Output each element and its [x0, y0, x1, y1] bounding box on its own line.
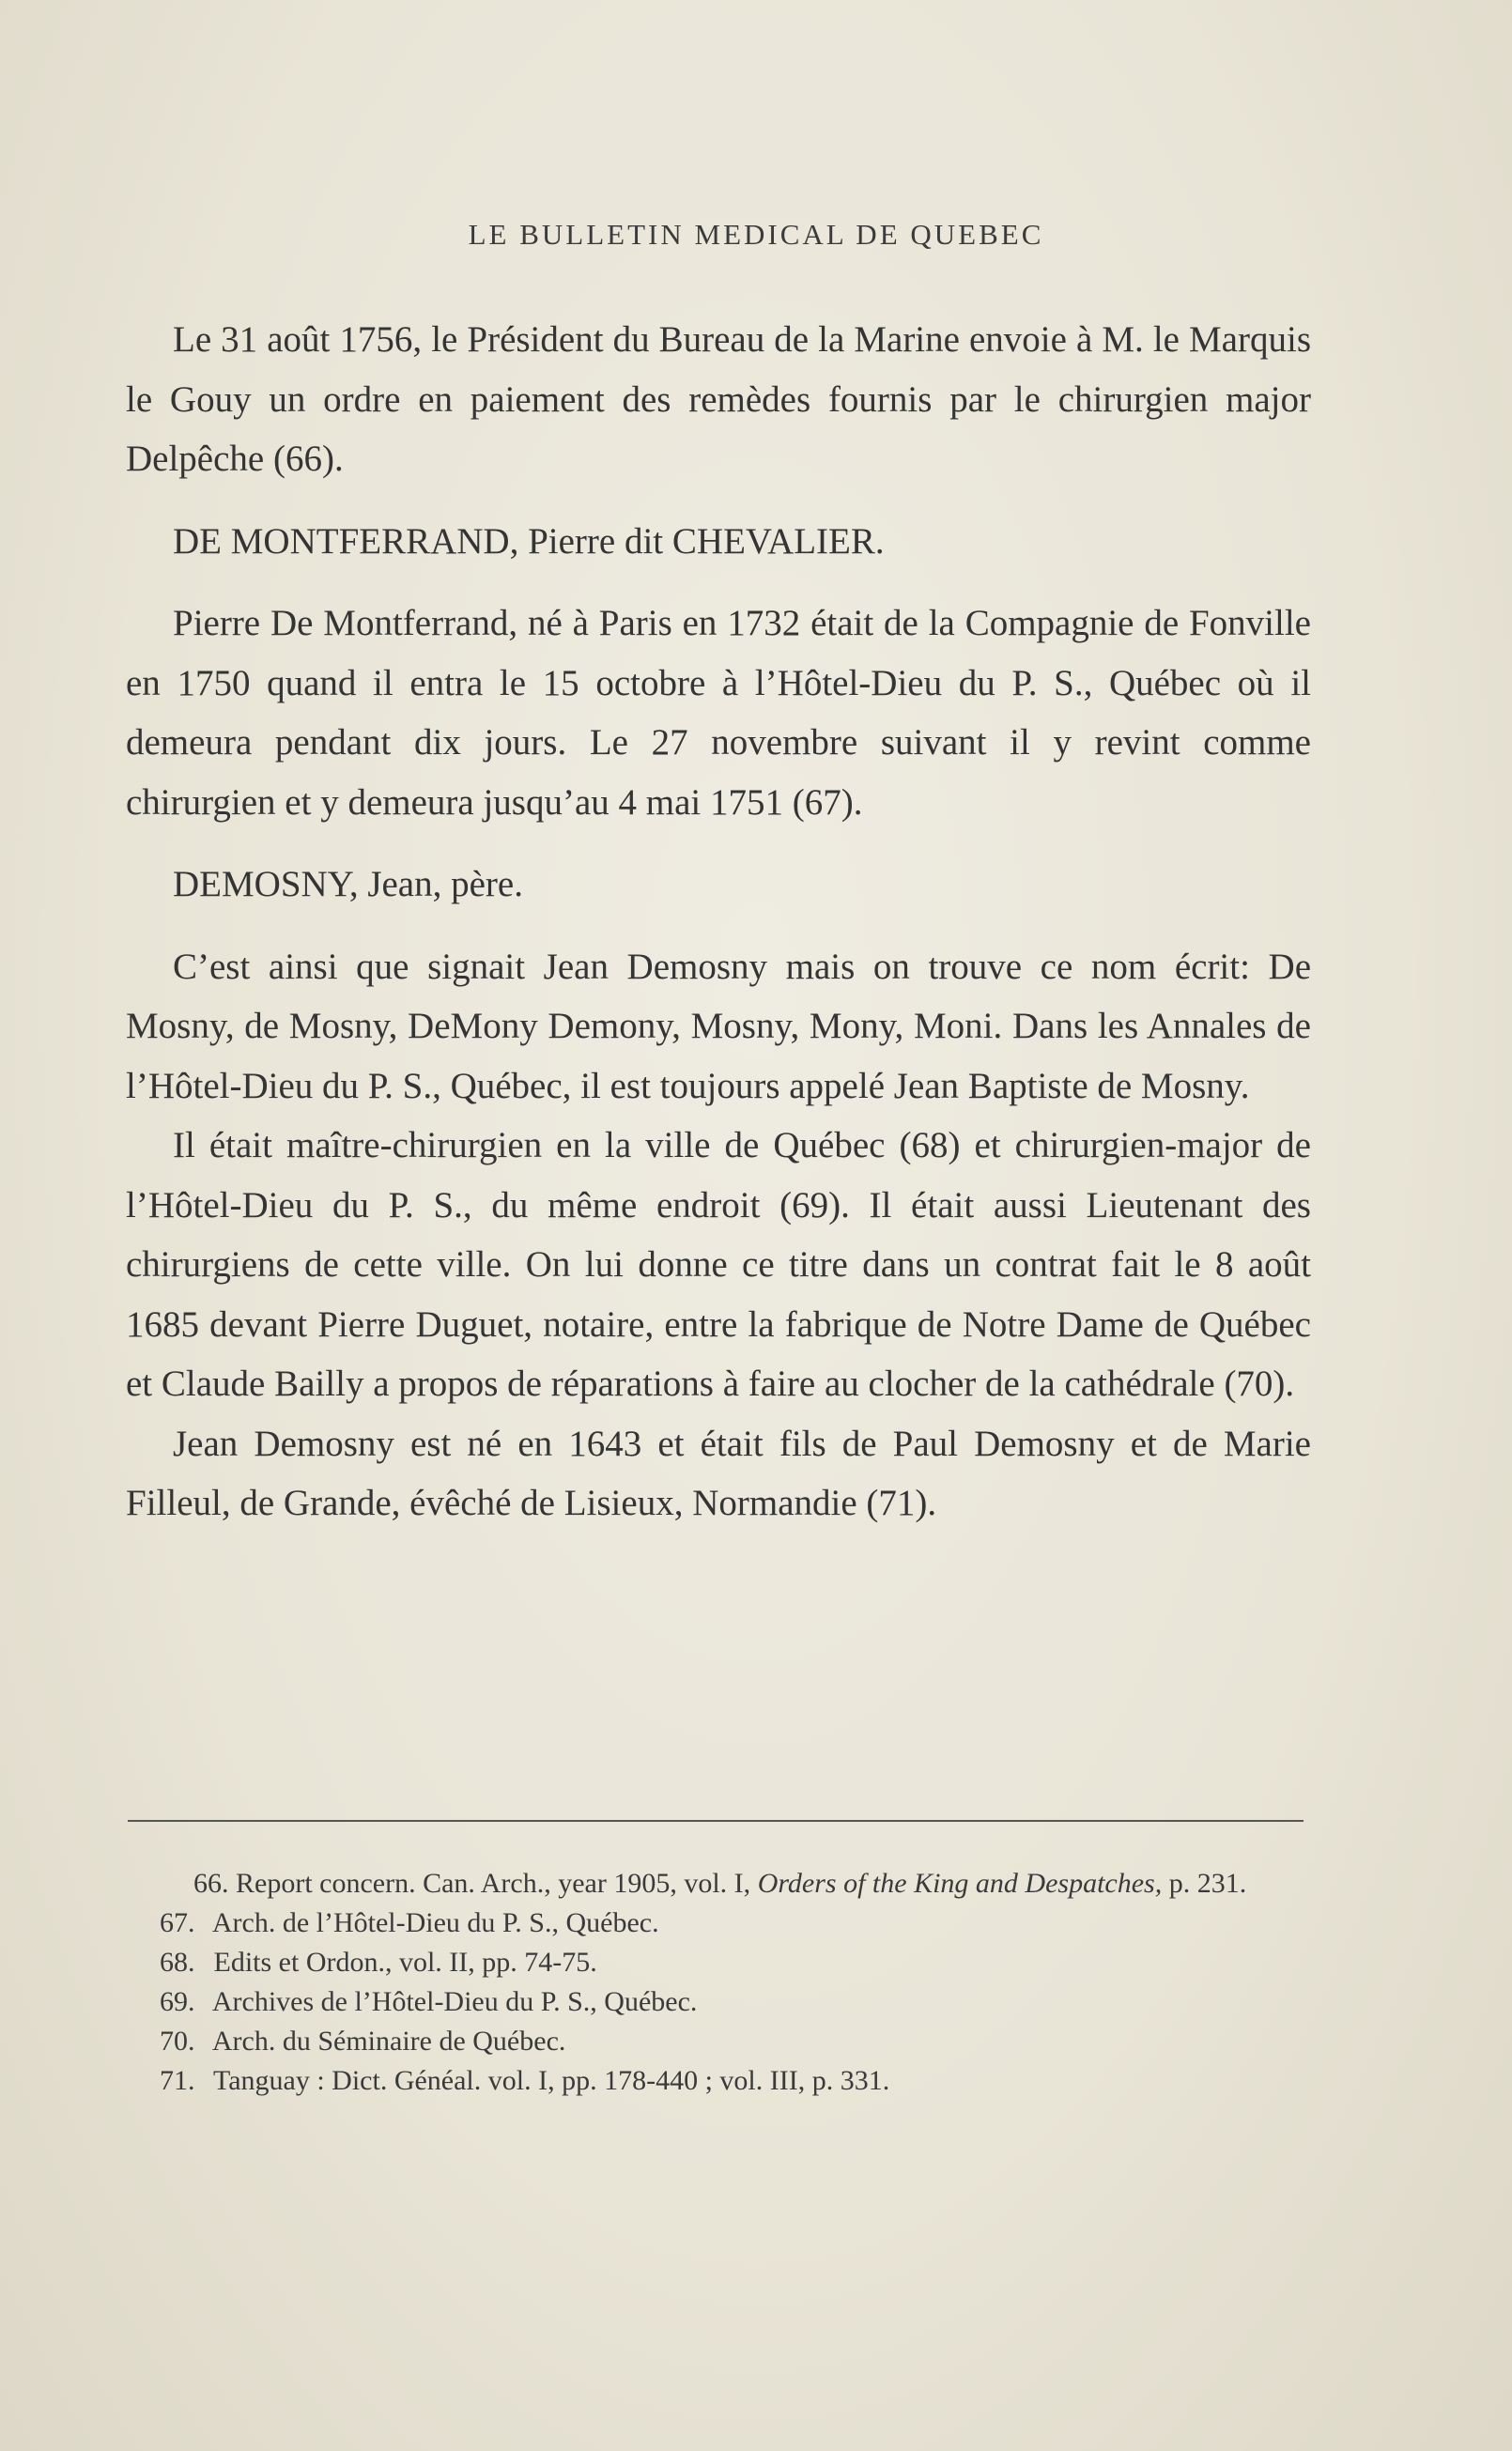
- footnote-text: Report concern. Can. Arch., year 1905, vol. I,: [236, 1868, 751, 1899]
- footnote-rule: [128, 1820, 1304, 1822]
- body-text: [126, 310, 1311, 1534]
- footnote-text: Archives de l’Hôtel-Dieu du P. S., Québec.: [211, 1986, 698, 2017]
- footnote-text: Tanguay : Dict. Généal. vol. I, pp. 178-440 ; vol. III, p. 331.: [212, 2065, 890, 2096]
- footnote-number: 66.: [193, 1868, 229, 1899]
- footnote-number: 69.: [160, 1986, 195, 2017]
- paragraph-demosny-career: Il était maître-chirurgien en la ville de Québec (68) et chirurgien-major de l’Hôtel-Dieu du P. S., du même endroit (69). Il était aussi Lieutenant des chirurgiens de cette ville. On lui donne ce titre dans un contrat fait le 8 août 1685 devant Pierre Duguet, notaire, entre la fabrique de Notre Dame de Québec et Claude Bailly a propos de réparations à faire au clocher de la cathédrale (70).: [126, 1125, 1311, 1404]
- footnote-number: 70.: [160, 2026, 195, 2057]
- footnote-italic-title: Orders of the King and Despatches,: [757, 1868, 1163, 1899]
- paragraph-demosny-names: C’est ainsi que signait Jean Demosny mais on trouve ce nom écrit: De Mosny, de Mosny, DeMony Demony, Mosny, Mony, Moni. Dans les Annales de l’Hôtel-Dieu du P. S., Québec, il est toujours appelé Jean Baptiste de Mosny.: [126, 946, 1311, 1106]
- footnote-71: [126, 2061, 1311, 2101]
- footnote-67: [126, 1904, 1311, 1943]
- footnote-70: [126, 2022, 1311, 2061]
- footnote-page: p. 231.: [1168, 1868, 1247, 1899]
- running-head: LE BULLETIN MEDICAL DE QUEBEC: [468, 218, 1044, 251]
- footnotes: [126, 1864, 1311, 2101]
- footnote-text: Arch. de l’Hôtel-Dieu du P. S., Québec.: [211, 1907, 659, 1938]
- footnote-number: 68.: [160, 1947, 195, 1978]
- footnote-68: [126, 1943, 1311, 1982]
- paragraph-montferrand: Pierre De Montferrand, né à Paris en 1732 était de la Compagnie de Fonville en 1750 quand il entra le 15 octobre à l’Hôtel-Dieu du P. S., Québec où il demeura pendant dix jours. Le 27 novembre suivant il y revint comme chirurgien et y demeura jusqu’au 4 mai 1751 (67).: [126, 603, 1311, 823]
- footnote-text: Edits et Ordon., vol. II, pp. 74-75.: [213, 1947, 597, 1978]
- footnote-69: [126, 1982, 1311, 2022]
- paragraph-demosny-birth: Jean Demosny est né en 1643 et était fils de Paul Demosny et de Marie Filleul, de Grande, évêché de Lisieux, Normandie (71).: [126, 1423, 1311, 1523]
- entry-heading-demosny: DEMOSNY, Jean, père.: [173, 864, 523, 904]
- footnote-number: 67.: [160, 1907, 195, 1938]
- footnote-number: 71.: [160, 2065, 195, 2096]
- paragraph-delpeche: Le 31 août 1756, le Président du Bureau de la Marine envoie à M. le Marquis le Gouy un ordre en paiement des remèdes fournis par le chirurgien major Delpêche (66).: [126, 319, 1311, 479]
- entry-heading-montferrand: DE MONTFERRAND, Pierre dit CHEVALIER.: [173, 520, 885, 562]
- footnote-text: Arch. du Séminaire de Québec.: [211, 2026, 566, 2057]
- footnote-66: [126, 1864, 1311, 1904]
